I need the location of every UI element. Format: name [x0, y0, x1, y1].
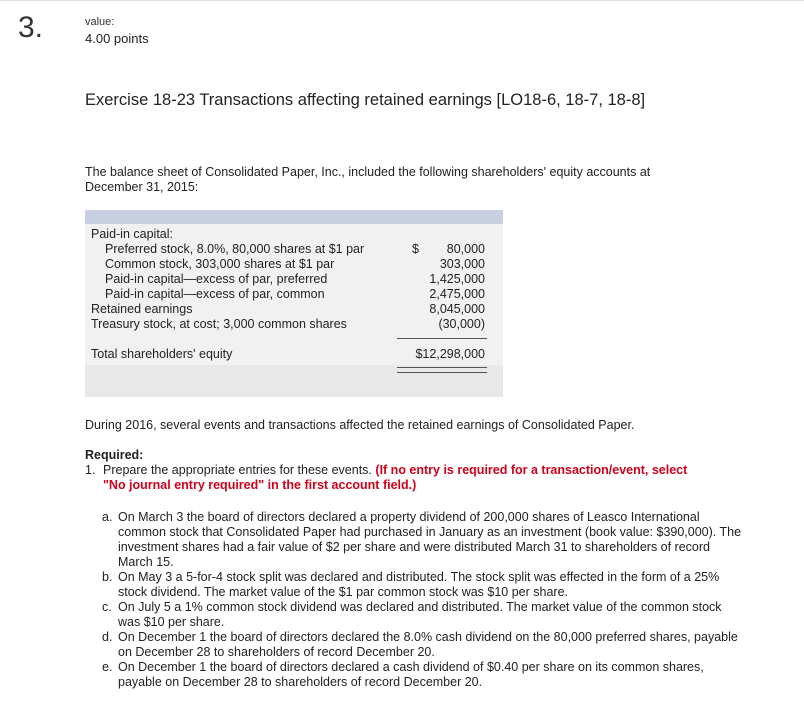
- table-row: [85, 257, 503, 272]
- total-double-rule: [397, 367, 487, 373]
- exercise-title: Exercise 18-23 Transactions affecting retained earnings [LO18-6, 18-7, 18-8]: [85, 91, 646, 109]
- event-letter: e.: [102, 660, 113, 674]
- event-text: On December 1 the board of directors declared a cash dividend of $0.40 per share on its common shares, payable on December 28 to shareholders of record December 20.: [118, 660, 704, 689]
- table-row: [85, 272, 503, 287]
- total-amount: $12,298,000: [415, 347, 485, 361]
- required-item-text: [103, 463, 703, 493]
- event-text: On December 1 the board of directors declared the 8.0% cash dividend on the 80,000 preferred shares, payable on December 28 to shareholders of record December 20.: [118, 630, 738, 659]
- event-letter: a.: [102, 510, 113, 524]
- table-row: [85, 242, 503, 257]
- list-item: [102, 600, 742, 630]
- row-label: Paid-in capital—excess of par, common: [105, 287, 325, 301]
- total-row: [85, 347, 503, 362]
- row-label: Treasury stock, at cost; 3,000 common shares: [91, 317, 347, 331]
- row-label: Paid-in capital—excess of par, preferred: [105, 272, 328, 286]
- row-amount: 303,000: [439, 257, 485, 271]
- row-amount: 1,425,000: [429, 272, 485, 286]
- during-text: During 2016, several events and transactions affected the retained earnings of Consolidated Paper.: [85, 418, 635, 432]
- required-note: (If no entry is required for a transaction/event, select "No journal entry required" in the first account field.): [103, 463, 688, 492]
- row-amount: 80,000: [446, 242, 485, 256]
- row-label: Common stock, 303,000 shares at $1 par: [105, 257, 335, 271]
- table-row: [85, 302, 503, 317]
- row-amount: (30,000): [438, 317, 485, 331]
- event-letter: d.: [102, 630, 113, 644]
- exercise-intro: The balance sheet of Consolidated Paper, Inc., included the following shareholders' equity accounts at December 31, 2015:: [85, 165, 651, 194]
- question-number: 3.: [18, 11, 44, 44]
- required-instruction: Prepare the appropriate entries for these events.: [103, 463, 372, 477]
- value-points: 4.00 points: [85, 31, 149, 46]
- event-text: On July 5 a 1% common stock dividend was declared and distributed. The market value of the common stock was $10 per share.: [118, 600, 722, 629]
- event-text: On May 3 a 5-for-4 stock split was declared and distributed. The stock split was effected in the form of a 25% stock dividend. The market value of the $1 par common stock was $10 per share.: [118, 570, 720, 599]
- list-item: [102, 630, 742, 660]
- table-row: [85, 317, 503, 332]
- event-text: On March 3 the board of directors declared a property dividend of 200,000 shares of Leasco International common stock that Consolidated Paper had purchased in January as an investment (book value: $390,000). The investment shares had a fair value of $2 per share and were distributed March 31 to shareholders of record March 15.: [118, 510, 742, 569]
- row-amount: 2,475,000: [429, 287, 485, 301]
- value-label: value:: [85, 16, 115, 28]
- balance-sheet-table: [85, 210, 503, 397]
- list-item: [102, 570, 742, 600]
- row-amount: 8,045,000: [429, 302, 485, 316]
- table-row: [85, 287, 503, 302]
- top-divider: [0, 0, 804, 1]
- event-letter: c.: [102, 600, 112, 614]
- list-item: [102, 510, 742, 570]
- events-list: [102, 510, 742, 690]
- row-label: Retained earnings: [91, 302, 193, 316]
- total-label: Total shareholders' equity: [91, 347, 233, 361]
- currency-symbol: $: [412, 242, 419, 256]
- required-heading: Required:: [85, 448, 144, 462]
- required-item-number: 1.: [85, 463, 96, 477]
- row-label: Preferred stock, 8.0%, 80,000 shares at $1 par: [105, 242, 365, 256]
- table-header-band: [85, 210, 503, 224]
- event-letter: b.: [102, 570, 113, 584]
- subtotal-rule: [397, 338, 487, 339]
- paid-in-header: Paid-in capital:: [91, 227, 173, 241]
- list-item: [102, 660, 742, 690]
